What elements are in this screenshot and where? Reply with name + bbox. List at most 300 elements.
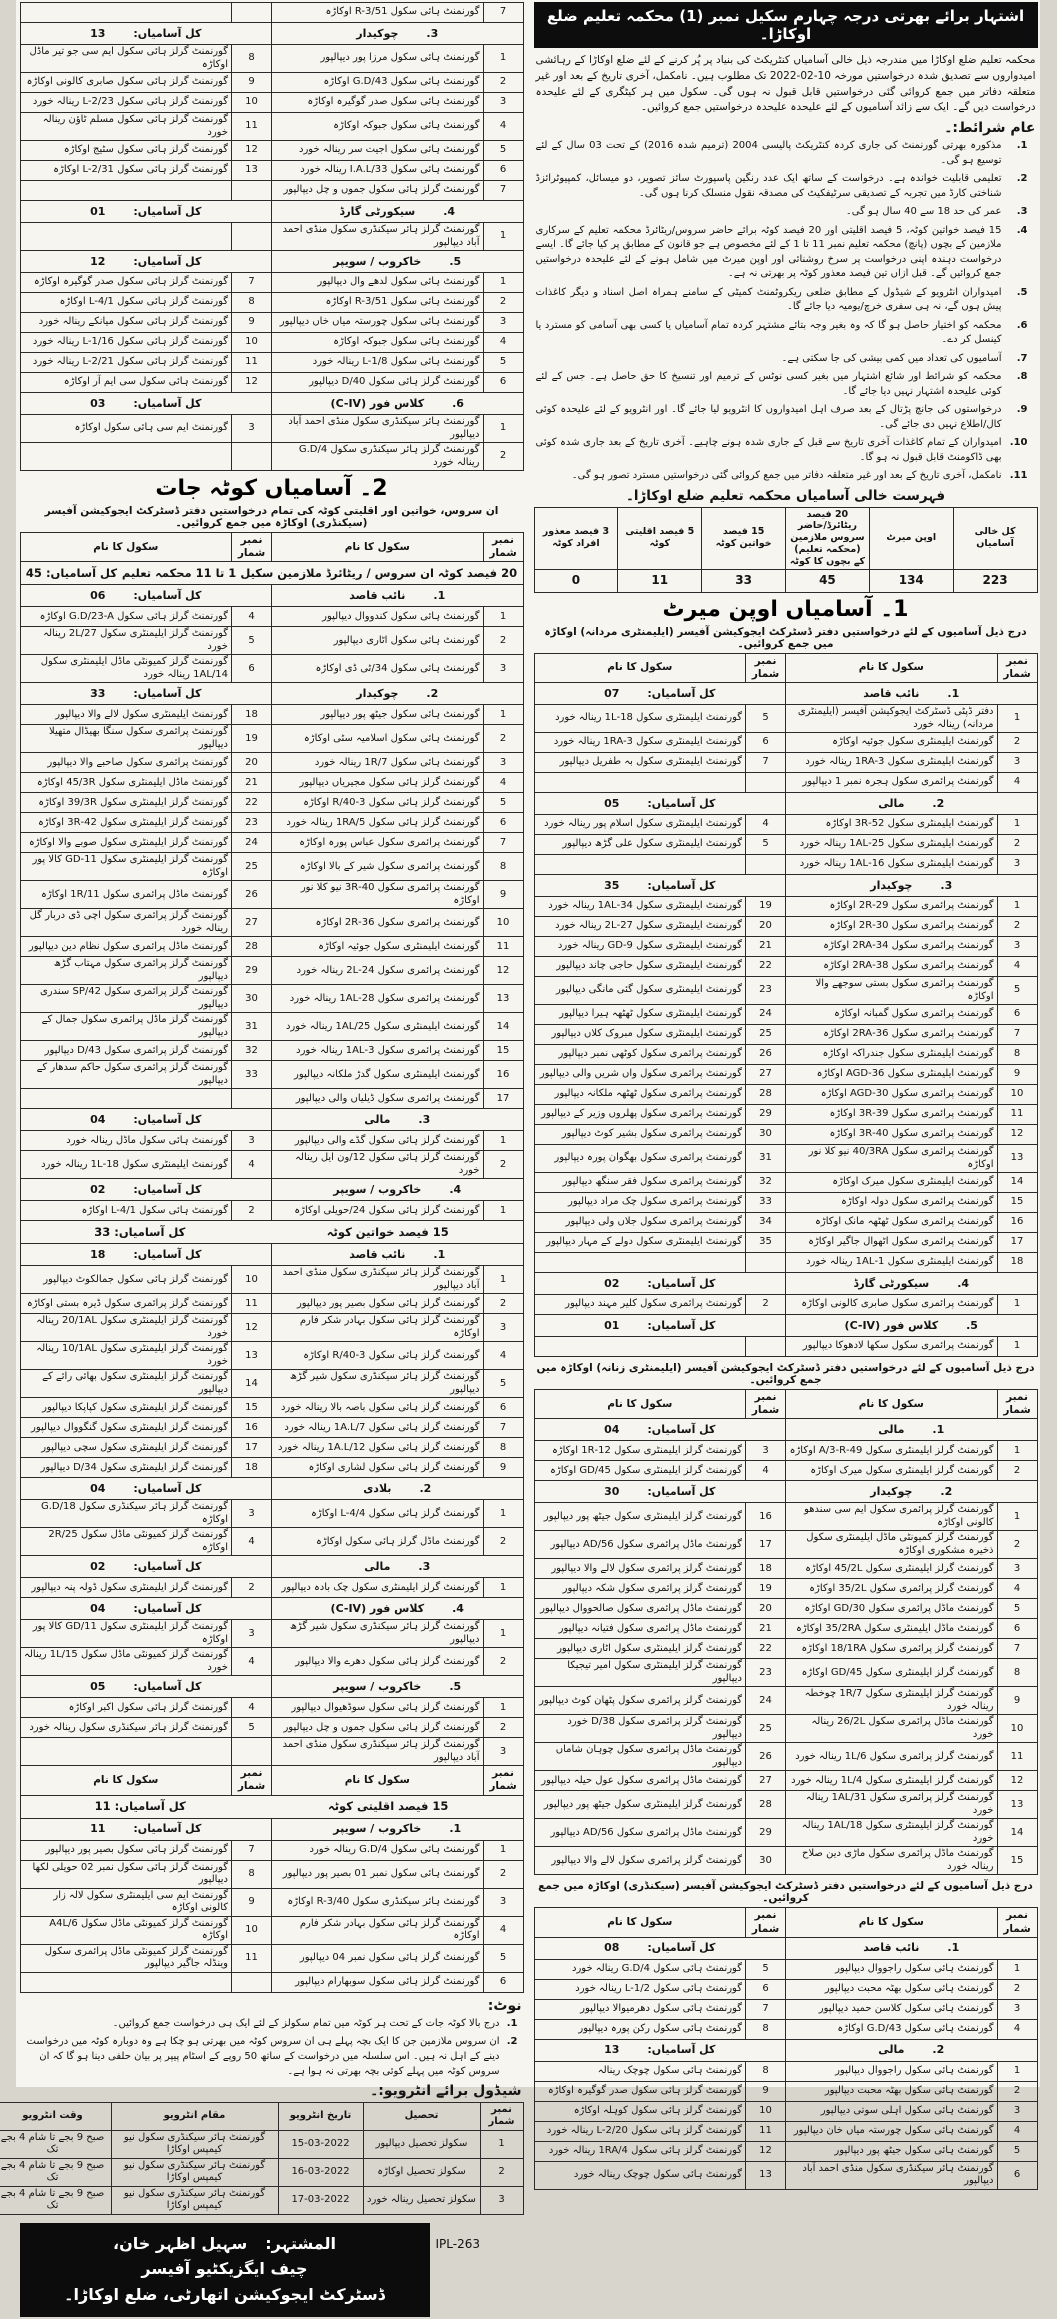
item-number: 1. <box>507 2017 519 2029</box>
serial-cell: 6 <box>484 373 524 393</box>
serial-cell: 1 <box>484 1131 524 1151</box>
serial-cell: 2 <box>484 73 524 93</box>
school-row <box>535 1233 1038 1253</box>
notes-heading: نوٹ: <box>488 1997 523 2014</box>
school-name-cell: گورنمنٹ ہائی سکول R-3/51 اوکاڑہ <box>273 293 485 313</box>
job-total: کل آسامیاں:06 <box>21 585 273 607</box>
school-row <box>21 937 524 957</box>
serial-cell: 4 <box>998 2121 1038 2141</box>
school-name-cell: گورنمنٹ گرلز ہائر سیکنڈری سکول G.D/18 اوکاڑہ <box>21 1500 233 1528</box>
school-name-cell: گورنمنٹ گرلز ہائی سکول جموں و چل دیپالپور <box>273 181 485 201</box>
school-name-cell: گورنمنٹ پرائمری سکول 34-2RA اوکاڑہ <box>787 937 999 957</box>
school-name-cell: گورنمنٹ گرلز ہائی سکول باصہ بالا رینالہ خورد <box>273 1398 485 1418</box>
school-name-cell: گورنمنٹ پرائمری سکول 40-3R نیو کلا نور اوکاڑہ <box>273 881 485 909</box>
serial-cell: 33 <box>747 1193 787 1213</box>
school-row <box>21 1294 524 1314</box>
school-row <box>21 1013 524 1041</box>
list-item <box>23 2016 519 2031</box>
school-name-cell: گورنمنٹ گرلز ہائی سکول L-2/23 رینالہ خورد <box>21 93 233 113</box>
job-total: کل آسامیاں:01 <box>535 1315 787 1337</box>
serial-cell: 2 <box>484 627 524 655</box>
school-row <box>21 1860 524 1888</box>
serial-cell: 4 <box>747 815 787 835</box>
school-name-cell: گورنمنٹ گرلز ہائی سکول 24/حویلی اوکاڑہ <box>273 1201 485 1221</box>
summary-column-header: 5 فیصد اقلیتی کوٹہ <box>619 507 703 569</box>
publisher-footer <box>21 2223 525 2318</box>
job-band-row <box>21 1556 524 1578</box>
serial-cell: 27 <box>747 1065 787 1085</box>
school-row <box>535 1337 1038 1357</box>
schedule-cell: صبح 9 بجے تا شام 4 بجے تک <box>0 2158 112 2186</box>
school-name-cell: گورنمنٹ پرائمری سکول دولہ اوکاڑہ <box>787 1193 999 1213</box>
item-number: 10. <box>1010 437 1029 448</box>
job-total: کل آسامیاں:04 <box>21 1478 273 1500</box>
serial-cell: 27 <box>747 1771 787 1791</box>
school-name-cell: گورنمنٹ پرائمری سکول واں شریں والی دیپالپور <box>535 1065 747 1085</box>
serial-cell: 7 <box>484 833 524 853</box>
vacancy-table <box>21 532 525 1993</box>
item-text: ان سروس ملازمین جن کا ایک بچہ پہلے ہی ان سروس کوٹہ میں بھرتی ہو چکا ہے وہ دوبارہ کوٹہ میں درخواست دینے کے اہل نہ ہیں۔ اس سلسلہ میں درخواست کے ساتھ 50 روپے کے اسٹام پیپر پر بیان حلفی دینا ہو گا کہ ان سروس کوٹہ میں پہلے کوئی بچہ بھرتی نہ ہوا ہے۔ <box>27 2035 501 2077</box>
school-row <box>535 1173 1038 1193</box>
school-row <box>535 1503 1038 1531</box>
school-name-cell: گورنمنٹ گرلز ایلیمنٹری سکول 45/2L اوکاڑہ <box>787 1559 999 1579</box>
school-name-cell: گورنمنٹ گرلز ہائی سکول صدر گوگیرہ اوکاڑہ <box>21 273 233 293</box>
school-name-cell: گورنمنٹ پرائمری سکول بستی سوجھے والا اوکاڑہ <box>787 977 999 1005</box>
job-band-row <box>535 1315 1038 1337</box>
school-name-cell: گورنمنٹ ایلیمنٹری سکول جوئیہ اوکاڑہ <box>787 733 999 753</box>
serial-cell: 6 <box>484 161 524 181</box>
general-conditions-heading: عام شرائط:۔ <box>945 120 1037 136</box>
school-name-cell: گورنمنٹ پرائمری سکول سنگا بھیڈال متھیلا دیپالپور <box>21 725 233 753</box>
job-total: کل آسامیاں:13 <box>535 2039 787 2061</box>
item-text: درج بالا کوٹہ جات کے تحت ہر کوٹہ میں تمام سکولز کے لئے ایک ہی درخواست جمع کروائیں۔ <box>113 2017 501 2029</box>
school-name-cell: سکول کا نام <box>535 1908 747 1937</box>
serial-cell: 14 <box>998 1173 1038 1193</box>
job-title: 2.چوکیدار <box>787 1481 1039 1503</box>
school-name-cell: گورنمنٹ ہائی سکول 34/ٹی ڈی اوکاڑہ <box>273 655 485 683</box>
school-name-cell <box>21 181 233 201</box>
school-row <box>535 1599 1038 1619</box>
serial-cell: 8 <box>233 293 273 313</box>
serial-cell: 5 <box>747 705 787 733</box>
school-row <box>21 161 524 181</box>
school-row <box>535 1531 1038 1559</box>
school-name-cell: گورنمنٹ گرلز ہائی سکول سٹیج اوکاڑہ <box>21 141 233 161</box>
vacancy-summary-table <box>535 507 1039 593</box>
schedule-row <box>0 2130 524 2158</box>
serial-cell: 1 <box>998 897 1038 917</box>
serial-cell: 5 <box>747 1959 787 1979</box>
list-item <box>23 2034 519 2079</box>
school-row <box>21 1151 524 1179</box>
school-name-cell: سکول کا نام <box>535 1390 747 1419</box>
serial-cell: 28 <box>747 1791 787 1819</box>
general-conditions-list <box>535 139 1039 484</box>
school-row <box>21 793 524 813</box>
school-row <box>21 1840 524 1860</box>
job-total: کل آسامیاں:03 <box>21 393 273 415</box>
school-row <box>21 985 524 1013</box>
serial-cell: 16 <box>747 1503 787 1531</box>
school-name-cell: گورنمنٹ گرلز ہائی سکول 3-R/40 اوکاڑہ <box>273 1342 485 1370</box>
serial-cell: 18 <box>233 1458 273 1478</box>
serial-cell: 10 <box>233 1916 273 1944</box>
school-name-cell: گورنمنٹ ہائی سکول دھرمیوالا دیپالپور <box>535 1999 747 2019</box>
school-row <box>535 1005 1038 1025</box>
school-name-cell: گورنمنٹ ماڈل ایلیمنٹری سکول 35/2RA اوکاڑہ <box>787 1619 999 1639</box>
school-name-cell: گورنمنٹ گرلز ہائر سیکنڈری سکول G.D/4 رینالہ خورد <box>273 443 485 471</box>
serial-cell <box>233 1972 273 1992</box>
school-row <box>535 2061 1038 2081</box>
job-total: کل آسامیاں:04 <box>21 1109 273 1131</box>
secondary-vacancy-table <box>535 1907 1039 2189</box>
serial-cell: 11 <box>747 2121 787 2141</box>
school-row <box>535 1145 1038 1173</box>
serial-cell: 3 <box>484 93 524 113</box>
list-item <box>537 436 1029 465</box>
school-name-cell: گورنمنٹ پرائمری سکول 36-2RA اوکاڑہ <box>787 1025 999 1045</box>
school-name-cell: گورنمنٹ ہائی سکول جبوکہ اوکاڑہ <box>273 333 485 353</box>
school-name-cell: گورنمنٹ ہائی سکول کلاسن حمید دیپالپور <box>787 1999 999 2019</box>
serial-cell: 3 <box>998 1999 1038 2019</box>
schedule-row <box>0 2186 524 2214</box>
school-row <box>21 373 524 393</box>
school-row <box>535 1579 1038 1599</box>
school-row <box>535 1715 1038 1743</box>
secondary-intro: درج ذیل آسامیوں کے لئے درخواستیں دفتر ڈسٹرکٹ ایجوکیشن آفیسر (سیکنڈری) اوکاڑہ میں جمع کروائیں۔ <box>539 1880 1034 1905</box>
school-row <box>21 833 524 853</box>
serial-cell <box>233 443 273 471</box>
item-text: درخواستوں کی جانچ پڑتال کے بعد صرف اہل امیدواروں کا انٹرویو لیا جائے گا۔ اور انٹرویو کے لئے علیحدہ کوئی کال/اطلاع نہیں دی جائے گی۔ <box>536 404 1003 430</box>
schedule-cell: صبح 9 بجے تا شام 4 بجے تک <box>0 2186 112 2214</box>
school-name-cell: گورنمنٹ گرلز پرائمری سکول حاکم سدھار کے دیپالپور <box>21 1061 233 1089</box>
serial-cell: 12 <box>484 957 524 985</box>
school-row <box>535 2101 1038 2121</box>
school-row <box>535 977 1038 1005</box>
school-name-cell: گورنمنٹ پرائمری سکول 30-AGD اوکاڑہ <box>787 1085 999 1105</box>
serial-cell: 30 <box>747 1847 787 1875</box>
serial-cell: 1 <box>484 1201 524 1221</box>
summary-value: 45 <box>787 569 871 592</box>
item-number: 3. <box>1017 206 1029 217</box>
publisher-band <box>21 2223 431 2318</box>
elem-male-vacancy-table <box>535 653 1039 1357</box>
school-name-cell: گورنمنٹ گرلز ایلیمنٹری سکول 10/1AL رینالہ خورد <box>21 1342 233 1370</box>
school-name-cell: دفتر ڈپٹی ڈسٹرکٹ ایجوکیشن آفیسر (ایلیمنٹری مردانہ) رینالہ خورد <box>787 705 999 733</box>
serial-cell: 2 <box>233 1201 273 1221</box>
serial-cell: 4 <box>998 957 1038 977</box>
job-title: 1.نائب قاصد <box>787 1937 1039 1959</box>
school-name-cell: گورنمنٹ گرلز ہائی سکول لشاری اوکاڑہ <box>273 1458 485 1478</box>
school-name-cell: گورنمنٹ گرلز ہائر سیکنڈری سکول منڈی احمد آباد دیپالپور <box>273 1266 485 1294</box>
item-number: 7. <box>1017 352 1029 364</box>
school-row <box>21 1888 524 1916</box>
school-row <box>535 1791 1038 1819</box>
school-name-cell: گورنمنٹ ایلیمنٹری سکول 18-1L رینالہ خورد <box>535 705 747 733</box>
serial-cell: 11 <box>233 113 273 141</box>
serial-cell: 21 <box>233 773 273 793</box>
serial-cell: 3 <box>484 1314 524 1342</box>
serial-cell: 22 <box>233 793 273 813</box>
school-name-cell <box>21 443 233 471</box>
school-name-cell: گورنمنٹ ایلیمنٹری سکول 36-AGD اوکاڑہ <box>787 1065 999 1085</box>
summary-value: 0 <box>535 569 619 592</box>
serial-cell <box>233 3 273 23</box>
serial-cell: 28 <box>747 1085 787 1105</box>
serial-cell: 25 <box>747 1025 787 1045</box>
school-name-cell: گورنمنٹ گرلز ہائی سکول ایم سی جو تیر ماڈل اوکاڑہ <box>21 45 233 73</box>
serial-cell: 21 <box>747 1619 787 1639</box>
serial-cell: 1 <box>484 1840 524 1860</box>
serial-cell: نمبر شمار <box>233 1766 273 1795</box>
school-name-cell <box>535 773 747 793</box>
school-name-cell <box>21 3 233 23</box>
job-total: کل آسامیاں:13 <box>21 23 273 45</box>
serial-cell <box>233 181 273 201</box>
quota-band-text: 15 فیصد خواتین کوٹہ <box>327 1225 450 1240</box>
school-row <box>535 1085 1038 1105</box>
school-row <box>535 1687 1038 1715</box>
school-name-cell: گورنمنٹ پرائمری سکول 40-3R اوکاڑہ <box>787 1125 999 1145</box>
serial-cell <box>233 1738 273 1766</box>
serial-cell: 2 <box>998 733 1038 753</box>
quota-band-total: کل آسامیاں: 33 <box>95 1225 187 1240</box>
serial-cell: نمبر شمار <box>998 1908 1038 1937</box>
school-name-cell: گورنمنٹ پرائمری سکول چک مراد دیپالپور <box>535 1193 747 1213</box>
quota-band-text: 15 فیصد اقلیتی کوٹہ <box>329 1799 450 1814</box>
serial-cell: 1 <box>998 2061 1038 2081</box>
school-row <box>21 293 524 313</box>
school-row <box>21 1698 524 1718</box>
school-name-cell: گورنمنٹ ہائی سکول اٹاری دیپالپور <box>273 627 485 655</box>
school-name-cell: گورنمنٹ گرلز ہائی سکول L-4/1 اوکاڑہ <box>21 293 233 313</box>
serial-cell <box>747 1253 787 1273</box>
school-row <box>21 443 524 471</box>
serial-cell: 1 <box>484 45 524 73</box>
school-row <box>535 957 1038 977</box>
serial-cell: 15 <box>233 1398 273 1418</box>
school-row <box>21 1314 524 1342</box>
serial-cell: 1 <box>998 1959 1038 1979</box>
job-total: کل آسامیاں:05 <box>21 1676 273 1698</box>
list-item <box>537 469 1029 484</box>
school-row <box>21 813 524 833</box>
serial-cell: 6 <box>998 1619 1038 1639</box>
item-text: تعلیمی قابلیت خواندہ ہے۔ درخواست کے ساتھ ایک عدد رنگین پاسپورٹ سائز تصویر، دو میسائل، کمپیوٹرائزڈ شناختی کارڈ میں تجربہ کے تصدیقی سرٹیفکیٹ کی مصدقہ نقول منسلک کرنا ہوں گی۔ <box>536 173 1003 199</box>
serial-cell: 2 <box>998 1979 1038 1999</box>
serial-cell: 15 <box>998 1847 1038 1875</box>
school-name-cell: گورنمنٹ ایلیمنٹری سکول بہ طفریل دیپالپور <box>535 753 747 773</box>
serial-cell: 24 <box>747 1687 787 1715</box>
school-name-cell: گورنمنٹ پرائمری سکول ٹھٹھہ مانک اوکاڑہ <box>787 1213 999 1233</box>
school-name-cell: گورنمنٹ گرلز ہائر سیکنڈری سکول منڈی احمد آباد دیپالپور <box>273 1738 485 1766</box>
serial-cell: 2 <box>484 725 524 753</box>
school-row <box>535 1847 1038 1875</box>
school-name-cell: گورنمنٹ ہائی سکول جیٹھ پور دیپالپور <box>273 705 485 725</box>
job-title: 5.خاکروب / سویپر <box>273 1676 525 1698</box>
school-name-cell: گورنمنٹ ایم سی ایلیمنٹری سکول لالہ زار کالونی اوکاڑہ <box>21 1888 233 1916</box>
school-name-cell: گورنمنٹ گرلز پرائمری سکول مہتاب گڑھ دیپالپور <box>21 957 233 985</box>
vacancy-table <box>535 653 1039 1357</box>
serial-cell: 2 <box>998 835 1038 855</box>
school-name-cell: گورنمنٹ ہائی سکول چوچک رینالہ <box>535 2061 747 2081</box>
school-name-cell: گورنمنٹ گرلز ہائی سکول 1A.L/7 رینالہ خورد <box>273 1418 485 1438</box>
school-name-cell: گورنمنٹ گرلز ہائی سکول 1A.L/12 رینالہ خورد <box>273 1438 485 1458</box>
quota-band-row <box>21 562 524 585</box>
serial-cell: 1 <box>484 1620 524 1648</box>
school-name-cell: گورنمنٹ گرلز ہائی سکول 1RA/4 رینالہ خورد <box>535 2141 747 2161</box>
serial-cell: 2 <box>998 2081 1038 2101</box>
item-number: 8. <box>1017 371 1029 382</box>
serial-cell: 1 <box>484 1266 524 1294</box>
serial-cell: 5 <box>998 1599 1038 1619</box>
item-text: محکمہ کو اختیار حاصل ہو گا کہ وہ بغیر وجہ بتائے مشتہر کردہ تمام آسامیاں یا کسی بھی آسامی کو مسترد یا کینسل کر دے۔ <box>536 319 1003 345</box>
school-row <box>535 705 1038 733</box>
school-row <box>21 1972 524 1992</box>
serial-cell: 5 <box>484 1944 524 1972</box>
school-row <box>21 957 524 985</box>
job-band-row <box>21 1598 524 1620</box>
serial-cell: نمبر شمار <box>747 1908 787 1937</box>
school-name-cell: گورنمنٹ ہائی سکول L-1/2 رینالہ خورد <box>535 1979 747 1999</box>
school-name-cell: گورنمنٹ گرلز ہائی سکول صابری کالونی اوکاڑہ <box>21 73 233 93</box>
elem-male-intro: درج ذیل آسامیوں کے لئے درخواستیں دفتر ڈسٹرکٹ ایجوکیشن آفیسر (ایلیمنٹری مردانہ) اوکاڑہ میں جمع کروائیں۔ <box>545 625 1028 650</box>
schedule-cell: گورنمنٹ ہائر سیکنڈری سکول نیو کیمپس اوکاڑا <box>112 2158 279 2186</box>
school-name-cell: گورنمنٹ ماڈل پرائمری سکول 56/AD دیپالپور <box>535 1531 747 1559</box>
school-row <box>535 1213 1038 1233</box>
school-row <box>535 1025 1038 1045</box>
job-title: 1.نائب قاصد <box>273 1244 525 1266</box>
ipl-code: IPL-263 <box>436 2236 481 2251</box>
serial-cell: 3 <box>998 937 1038 957</box>
serial-cell: 2 <box>484 443 524 471</box>
school-name-cell: گورنمنٹ پرائمری سکول جلاں ولی دیپالپور <box>535 1213 747 1233</box>
serial-cell: 20 <box>747 917 787 937</box>
job-total: کل آسامیاں:05 <box>535 793 787 815</box>
serial-cell: 16 <box>998 1213 1038 1233</box>
school-row <box>21 1458 524 1478</box>
serial-cell: 10 <box>484 909 524 937</box>
serial-cell: 1 <box>484 415 524 443</box>
item-text: محکمہ کو شرائط اور شائع اشتہار میں بغیر کسی نوٹس کے ترمیم اور تنسیخ کا حق حاصل ہے۔ جس کے لئے کوئی علیحدہ اشتہار نہیں دیا جائے گا۔ <box>536 371 1003 397</box>
school-name-cell: گورنمنٹ ہائی سکول صدر گوگیرہ اوکاڑہ <box>273 93 485 113</box>
school-row <box>21 333 524 353</box>
serial-cell: 5 <box>484 141 524 161</box>
school-row <box>535 1659 1038 1687</box>
school-name-cell: گورنمنٹ ایلیمنٹری سکول 9-GD رینالہ خورد <box>535 937 747 957</box>
job-title: 3.مالی <box>273 1556 525 1578</box>
quota-band-row <box>21 1221 524 1244</box>
serial-cell: 2 <box>998 1531 1038 1559</box>
serial-cell: 15 <box>484 1041 524 1061</box>
school-name-cell: گورنمنٹ گرلز ایلیمنٹری سکول 20/1AL رینالہ خورد <box>21 1314 233 1342</box>
school-name-cell: گورنمنٹ گرلز ہائی سکول مجیریاں دیپالپور <box>273 773 485 793</box>
job-band-row <box>21 1109 524 1131</box>
item-number: 4. <box>1017 224 1029 236</box>
school-name-cell: گورنمنٹ گرلز پرائمری سکول پٹھان کوٹ دیپالپور <box>535 1687 747 1715</box>
interview-schedule-table <box>0 2102 525 2215</box>
table-header-row <box>535 653 1038 682</box>
serial-cell: 8 <box>747 2061 787 2081</box>
serial-cell: 17 <box>484 1089 524 1109</box>
school-row <box>21 881 524 909</box>
serial-cell: 8 <box>998 1659 1038 1687</box>
serial-cell: 3 <box>484 753 524 773</box>
serial-cell: 9 <box>233 73 273 93</box>
school-row <box>21 181 524 201</box>
school-name-cell: گورنمنٹ گرلز پرائمری سکول 1L/6 رینالہ خورد <box>787 1743 999 1771</box>
school-name-cell: گورنمنٹ پرائمری سکول 30-2R اوکاڑہ <box>787 917 999 937</box>
school-name-cell: گورنمنٹ گرلز ہائی سکول میانکے رینالہ خورد <box>21 313 233 333</box>
school-row <box>535 1979 1038 1999</box>
serial-cell: 21 <box>747 937 787 957</box>
serial-cell: 1 <box>484 273 524 293</box>
serial-cell: 10 <box>233 333 273 353</box>
serial-cell: 3 <box>233 415 273 443</box>
school-row <box>21 1578 524 1598</box>
serial-cell: 10 <box>998 1715 1038 1743</box>
table-header-row <box>21 1766 524 1795</box>
school-row <box>21 1738 524 1766</box>
serial-cell: 11 <box>233 1944 273 1972</box>
serial-cell <box>233 223 273 251</box>
school-name-cell: گورنمنٹ گرلز ہائی سکول L-1/16 رینالہ خورد <box>21 333 233 353</box>
serial-cell: 7 <box>747 753 787 773</box>
school-name-cell: گورنمنٹ ہائی سکول G.D/43 اوکاڑہ <box>787 2019 999 2039</box>
job-band-row <box>535 793 1038 815</box>
school-name-cell: گورنمنٹ گرلز ہائی سکول D/40 دیپالپور <box>273 373 485 393</box>
serial-cell: 18 <box>998 1253 1038 1273</box>
school-name-cell: گورنمنٹ ایلیمنٹری سکول 1RA-3 رینالہ خورد <box>787 753 999 773</box>
serial-cell: 10 <box>747 2101 787 2121</box>
school-name-cell: گورنمنٹ گرلز ایلیمنٹری سکول 49-A/3-R اوکاڑہ <box>787 1441 999 1461</box>
serial-cell: 2 <box>484 293 524 313</box>
school-name-cell: گورنمنٹ گرلز ہائی سکول جموں و چل دیپالپور <box>273 1718 485 1738</box>
serial-cell: 12 <box>747 2141 787 2161</box>
school-name-cell: گورنمنٹ پرائمری سکول کلیر مہند دیپالپور <box>535 1295 747 1315</box>
serial-cell: 6 <box>484 1972 524 1992</box>
school-row <box>21 1061 524 1089</box>
job-title: 1.نائب قاصد <box>273 585 525 607</box>
serial-cell: 13 <box>233 161 273 181</box>
school-name-cell: گورنمنٹ ایلیمنٹری سکول اسلام پور رینالہ خورد <box>535 815 747 835</box>
school-name-cell: گورنمنٹ گرلز ایلیمنٹری سکول کپاپکا دیپالپور <box>21 1398 233 1418</box>
school-name-cell: گورنمنٹ گرلز پرائمری سکول 18/1RA اوکاڑہ <box>787 1639 999 1659</box>
serial-cell: 2 <box>998 1461 1038 1481</box>
school-name-cell <box>21 1738 233 1766</box>
section-2-heading: 2۔ آسامیاں کوٹہ جات <box>156 476 389 501</box>
serial-cell: 6 <box>998 1005 1038 1025</box>
school-name-cell: گورنمنٹ گرلز ایلیمنٹری سکول 2L/27 رینالہ خورد <box>21 627 233 655</box>
serial-cell: 25 <box>233 853 273 881</box>
serial-cell: نمبر شمار <box>233 533 273 562</box>
school-name-cell: گورنمنٹ گرلز پرائمری سکول 35/2L اوکاڑہ <box>787 1579 999 1599</box>
school-name-cell: سکول کا نام <box>535 653 747 682</box>
list-item <box>537 172 1029 201</box>
school-name-cell <box>535 855 747 875</box>
school-name-cell: گورنمنٹ ایلیمنٹری سکول 16-1AL رینالہ خورد <box>787 855 999 875</box>
school-name-cell: سکول کا نام <box>21 1766 233 1795</box>
school-name-cell: گورنمنٹ پرائمری سکول 38-2RA اوکاڑہ <box>787 957 999 977</box>
school-row <box>535 1771 1038 1791</box>
school-row <box>535 1999 1038 2019</box>
schedule-column-header: تحصیل <box>364 2102 481 2130</box>
serial-cell: 3 <box>233 1620 273 1648</box>
job-band-row <box>21 201 524 223</box>
school-row <box>21 313 524 333</box>
serial-cell: 2 <box>484 1718 524 1738</box>
serial-cell: 4 <box>233 1698 273 1718</box>
